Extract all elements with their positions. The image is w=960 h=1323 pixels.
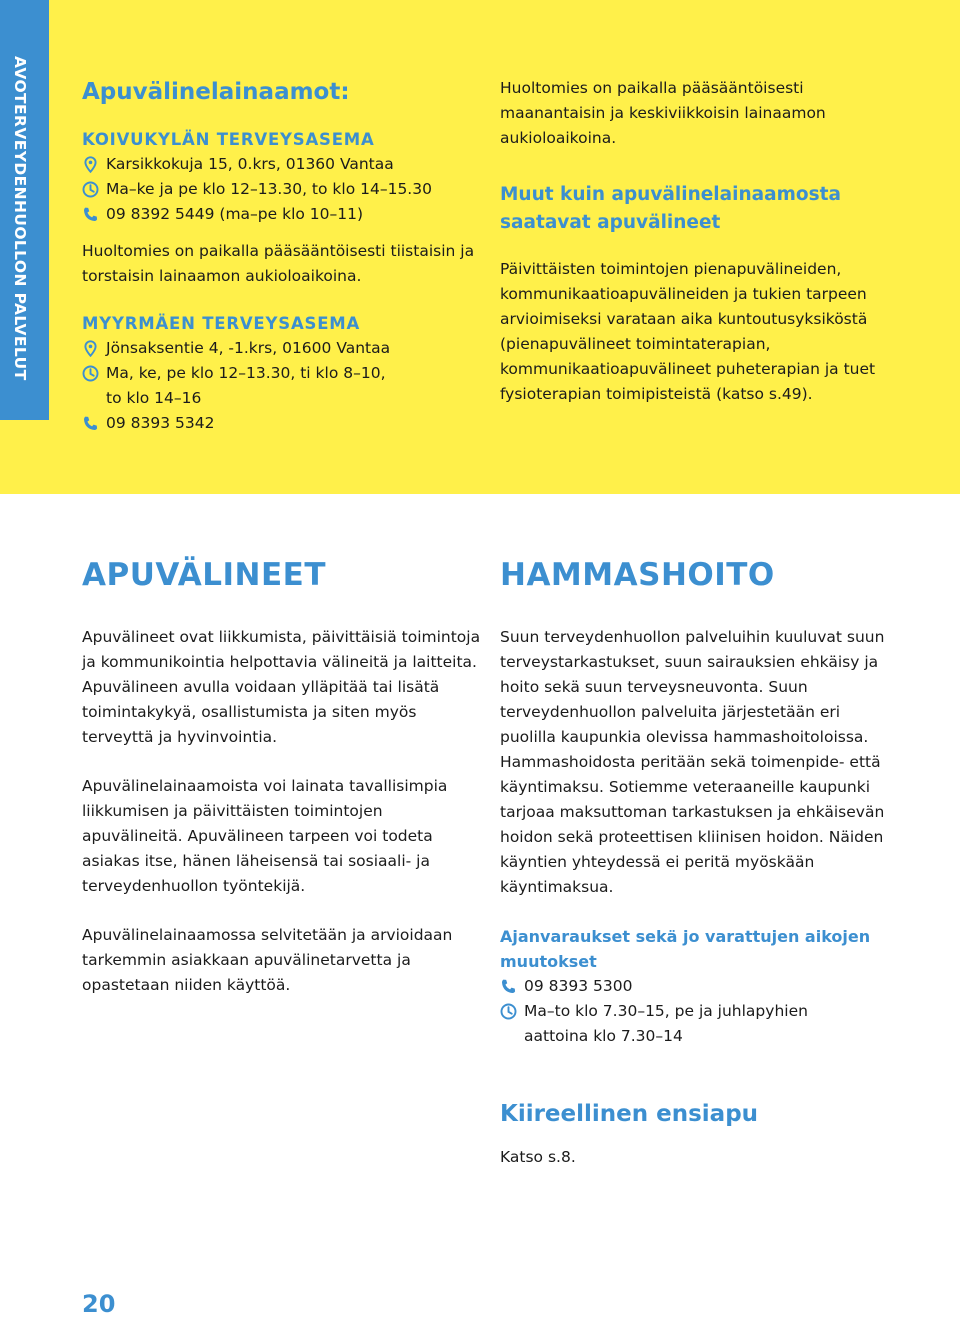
hammashoito-paragraph: Suun terveydenhuollon palveluihin kuuluvat suun terveystarkastukset, suun sairauksien ehkäisy ja hoito sekä suun terveysneuvonta. Suun terveydenhuollon palveluita järjestetään eri puolilla kaupunkia olevissa hammashoitoloissa. Hammashoidosta peritään sekä toimenpide- että käyntimaksu. Sotiemme veteraaneille kaupunki tarjoaa maksuttoman tarkastuksen ja ehkäisevän hoidon sekä proteettisen kliinisen hoidon. Näiden käyntien yhteydessä ei peritä myöskään käyntimaksua.	[500, 628, 885, 896]
clock-icon	[500, 999, 524, 1024]
koivukyla-address: Karsikkokuja 15, 0.krs, 01360 Vantaa	[106, 155, 394, 173]
myyrmaki-hours-row	[82, 361, 482, 386]
ajanvaraus-heading: Ajanvaraukset sekä jo varattujen aikojen muutokset	[500, 927, 871, 971]
muut-apuvalineet-body: Päivittäisten toimintojen pienapuvälineiden, kommunikaatioapuvälineiden ja tukien tarpeen arvioimiseksi varataan aika kuntoutusyksiköstä (pienapuvälineet toimintaterapian, kommunikaatioapuvälineet puheterapian ja tuet fysioterapian toimipisteistä (katso s.49).	[500, 260, 876, 403]
hammashoito-heading: HAMMASHOITO	[500, 557, 775, 593]
ajanvaraus-hours-row	[500, 999, 895, 1024]
muut-apuvalineet-heading: Muut kuin apuvälinelainaamosta saatavat apuvälineet	[500, 184, 841, 233]
ajanvaraus-phone: 09 8393 5300	[524, 977, 633, 995]
myyrmaki-phone: 09 8393 5342	[106, 414, 215, 432]
apuvalineet-section	[82, 555, 482, 998]
apuvalineet-paragraph-1: Apuvälineet ovat liikkumista, päivittäisiä toimintoja ja kommunikointia helpottavia välineitä ja laitteita. Apuvälineen avulla voidaan ylläpitää tai lisätä toimintakykyä, osallistumista ja siten myös terveyttä ja hyvinvointia.	[82, 628, 481, 746]
apuvalineet-paragraph-3: Apuvälinelainaamossa selvitetään ja arvioidaan tarkemmin asiakkaan apuvälinetarvetta ja opastetaan niiden käyttöä.	[82, 926, 453, 994]
right-top-column	[500, 76, 895, 407]
myyrmaki-hours-line2: to klo 14–16	[106, 389, 202, 407]
koivukyla-name: KOIVUKYLÄN TERVEYSASEMA	[82, 130, 375, 149]
ajanvaraus-hours-line1: Ma–to klo 7.30–15, pe ja juhlapyhien	[524, 1002, 808, 1020]
kiireellinen-heading: Kiireellinen ensiapu	[500, 1101, 759, 1127]
ajanvaraus-phone-row	[500, 974, 895, 999]
apuvalineet-heading: APUVÄLINEET	[82, 557, 326, 593]
koivukyla-phone-row	[82, 202, 482, 227]
myyrmaki-phone-row	[82, 411, 482, 436]
myyrmaki-hours-line1: Ma, ke, pe klo 12–13.30, ti klo 8–10,	[106, 364, 386, 382]
clock-icon	[82, 177, 106, 202]
page-number: 20	[82, 1290, 116, 1318]
kiireellinen-text: Katso s.8.	[500, 1148, 576, 1166]
phone-icon	[82, 202, 106, 227]
myyrmaki-huolto-note: Huoltomies on paikalla pääsääntöisesti maanantaisin ja keskiviikkoisin lainaamon aukioloaikoina.	[500, 79, 826, 147]
phone-icon	[82, 411, 106, 436]
lainaamot-column	[82, 77, 482, 436]
myyrmaki-name: MYYRMÄEN TERVEYSASEMA	[82, 314, 361, 333]
lainaamot-title: Apuvälinelainaamot:	[82, 79, 350, 105]
location-pin-icon	[82, 152, 106, 177]
myyrmaki-address: Jönsaksentie 4, -1.krs, 01600 Vantaa	[106, 339, 391, 357]
koivukyla-hours: Ma–ke ja pe klo 12–13.30, to klo 14–15.30	[106, 180, 432, 198]
koivukyla-address-row	[82, 152, 482, 177]
ajanvaraus-hours-line2: aattoina klo 7.30–14	[524, 1027, 683, 1045]
phone-icon	[500, 974, 524, 999]
apuvalineet-paragraph-2: Apuvälinelainaamoista voi lainata tavallisimpia liikkumisen ja päivittäisten toimintojen apuvälineitä. Apuvälineen tarpeen voi todeta asiakas itse, hänen läheisensä tai sosiaali- ja terveydenhuollon työntekijä.	[82, 777, 448, 895]
hammashoito-section	[500, 555, 895, 1170]
koivukyla-note: Huoltomies on paikalla pääsääntöisesti tiistaisin ja torstaisin lainaamon aukioloaikoina.	[82, 242, 475, 285]
location-pin-icon	[82, 336, 106, 361]
clock-icon	[82, 361, 106, 386]
side-tab-label: AVOTERVEYDENHUOLLON PALVELUT	[11, 56, 29, 381]
section-side-tab	[0, 0, 49, 420]
koivukyla-phone: 09 8392 5449 (ma–pe klo 10–11)	[106, 205, 364, 223]
koivukyla-hours-row	[82, 177, 482, 202]
myyrmaki-address-row	[82, 336, 482, 361]
